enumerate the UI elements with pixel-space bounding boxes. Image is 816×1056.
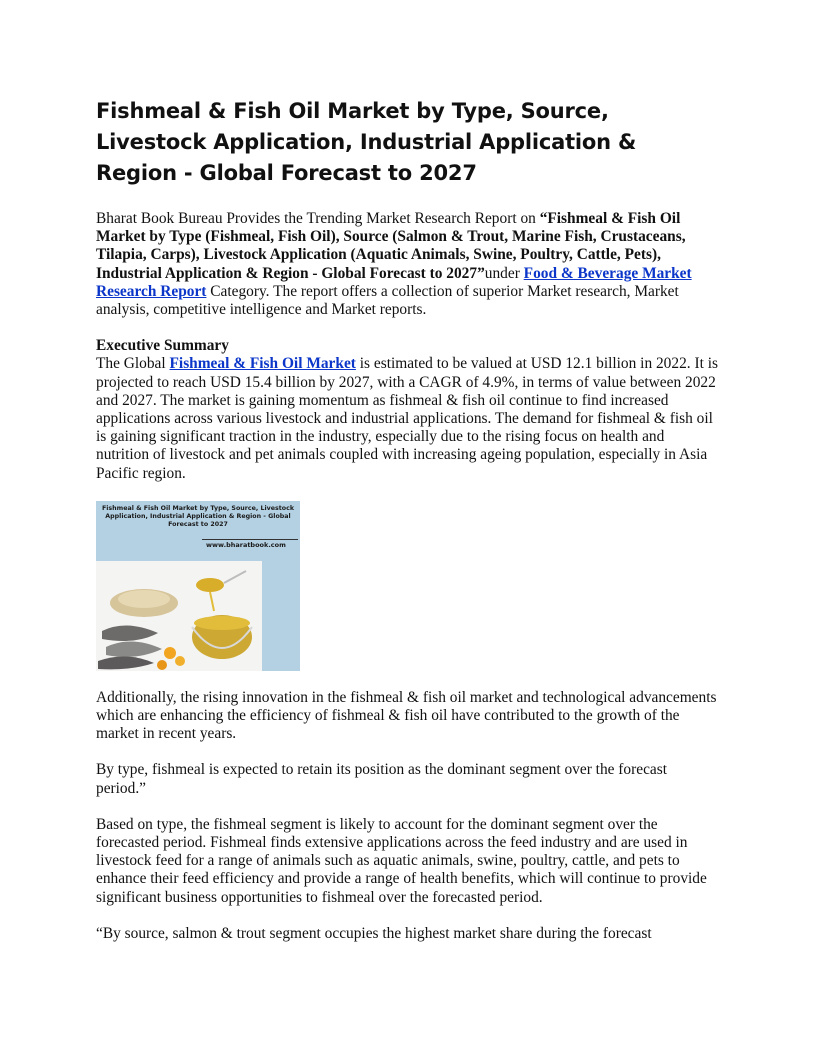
fish-oil-photo bbox=[96, 561, 262, 671]
exec-lead: The Global bbox=[96, 355, 170, 373]
paragraph-innovation: Additionally, the rising innovation in the fishmeal & fish oil market and technological advancements which are enhancing the efficiency of fishmeal & fish oil have contributed to the growth of the market in recent years. bbox=[96, 688, 717, 743]
intro-tail: Category. The report offers a collection of superior Market research, Market analysis, competitive intelligence and Market reports. bbox=[96, 282, 679, 319]
paragraph-fishmeal-segment: Based on type, the fishmeal segment is likely to account for the dominant segment over the forecasted period. Fishmeal finds extensive applications across the feed industry and are used in livestock feed for a range of animals such as aquatic animals, swine, poultry, cattle, and pets to enhance their feed efficiency and provide a range of health benefits, which will continue to provide significant business opportunities to fishmeal over the forecasted period. bbox=[96, 815, 707, 906]
cover-url: www.bharatbook.com bbox=[206, 540, 286, 549]
market-link[interactable]: Fishmeal & Fish Oil Market bbox=[169, 355, 356, 373]
executive-summary-heading: Executive Summary bbox=[96, 337, 229, 355]
executive-summary bbox=[96, 337, 720, 483]
category-link[interactable]: Food & Beverage Market Research Report bbox=[96, 264, 692, 300]
cover-title: Fishmeal & Fish Oil Market by Type, Source, Livestock Application, Industrial Application & Region - Global Forecast to 2027 bbox=[101, 504, 295, 528]
cover-photo bbox=[96, 561, 262, 671]
page-title: Fishmeal & Fish Oil Market by Type, Source, Livestock Application, Industrial Application & Region - Global Forecast to 2027 bbox=[96, 99, 637, 185]
paragraph-by-type: By type, fishmeal is expected to retain its position as the dominant segment over the forecast period.” bbox=[96, 761, 668, 797]
intro-lead: Bharat Book Bureau Provides the Trending Market Research Report on bbox=[96, 210, 540, 227]
exec-text: is estimated to be valued at USD 12.1 billion in 2022. It is projected to reach USD 15.4 billion by 2027, with a CAGR of 4.9%, in terms of value between 2022 and 2027. The market is gaining momentum as fishmeal & fish oil continue to find increased applications across various livestock and industrial applications. The demand for fishmeal & fish oil is gaining significant traction in the industry, especially due to the rising focus on health and nutrition of livestock and pet animals coupled with increasing ageing population, especially in Asia Pacific region. bbox=[96, 355, 718, 482]
intro-paragraph bbox=[96, 210, 720, 319]
report-name: “Fishmeal & Fish Oil Market by Type (Fishmeal, Fish Oil), Source (Salmon & Trout, Marine Fish, Crustaceans, Tilapia, Carps), Livestock Application (Aquatic Animals, Swine, Poultry, Cattle, Pets), Industrial Application & Region - Global Forecast to 2027” bbox=[96, 210, 686, 282]
under-text: under bbox=[484, 264, 524, 282]
document-page bbox=[96, 96, 720, 943]
paragraph-by-source: “By source, salmon & trout segment occupies the highest market share during the forecast bbox=[96, 924, 652, 942]
cover-divider bbox=[202, 539, 298, 540]
report-cover-image bbox=[96, 501, 300, 671]
